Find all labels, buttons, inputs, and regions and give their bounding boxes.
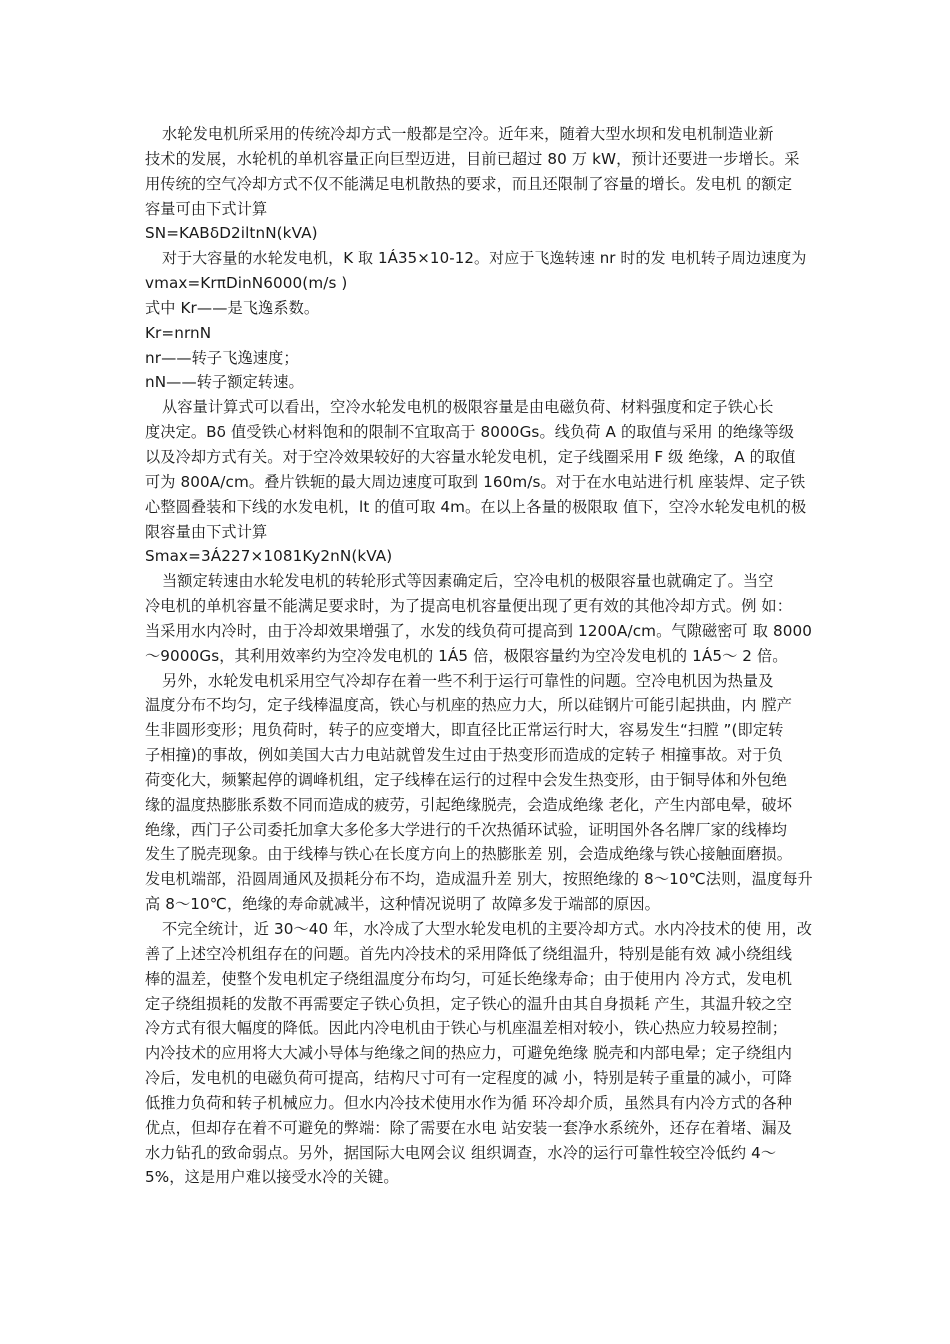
text-line: SN=KABδD2iltnN(kVA) <box>145 224 318 243</box>
paragraph-first-line: 对于大容量的水轮发电机，K 取 1Á35×10-12。对应于飞逸转速 nr 时的发 电机转子周边速度为 <box>162 249 807 268</box>
text-line: 冷电机的单机容量不能满足要求时，为了提高电机容量便出现了更有效的其他冷却方式。例 如： <box>145 597 793 616</box>
text-line: 可为 800A/cm。叠片铁轭的最大周边速度可取到 160m/s。对于在水电站进行机 座装焊、定子铁 <box>145 472 806 491</box>
text-line: 冷方式有很大幅度的降低。因此内冷电机由于铁心与机座温差相对较小，铁心热应力较易控制； <box>145 1019 788 1038</box>
text-line: 以及冷却方式有关。对于空冷效果较好的大容量水轮发电机，定子线圈采用 F 级 绝缘，A 的取值 <box>145 447 796 466</box>
text-line: 5%，这是用户难以接受水冷的关键。 <box>145 1168 399 1187</box>
text-line: 度决定。Bδ 值受铁心材料饱和的限制不宜取高于 8000Gs。线负荷 A 的取值与采用 的绝缘等级 <box>145 423 795 442</box>
text-line: 子相撞)的事故，例如美国大古力电站就曾发生过由于热变形而造成的定转子 相撞事故。对于负 <box>145 746 783 765</box>
text-line: 棒的温差，使整个发电机定子绕组温度分布均匀，可延长绝缘寿命；由于使用内 冷方式，发电机 <box>145 969 793 988</box>
text-line: 发电机端部，沿圆周通风及损耗分布不均，造成温升差 别大，按照绝缘的 8～10℃法则，温度每升 <box>145 870 813 889</box>
text-line: Smax=3Á227×1081Ky2nN(kVA) <box>145 547 393 566</box>
text-line: 优点，但却存在着不可避免的弊端：除了需要在水电 站安装一套净水系统外，还存在着堵、漏及 <box>145 1118 793 1137</box>
text-line: 水力钻孔的致命弱点。另外，据国际大电网会议 组织调查，水冷的运行可靠性较空冷低约 4～ <box>145 1143 777 1162</box>
text-line: 高 8～10℃，绝缘的寿命就减半，这种情况说明了 故障多发于端部的原因。 <box>145 895 660 914</box>
paragraph-first-line: 另外，水轮发电机采用空气冷却存在着一些不利于运行可靠性的问题。空冷电机因为热量及 <box>162 671 774 690</box>
text-line: 用传统的空气冷却方式不仅不能满足电机散热的要求，而且还限制了容量的增长。发电机 的额定 <box>145 174 793 193</box>
text-line: 容量可由下式计算 <box>145 199 268 218</box>
text-line: 限容量由下式计算 <box>145 522 268 541</box>
paragraph-first-line: 从容量计算式可以看出，空冷水轮发电机的极限容量是由电磁负荷、材料强度和定子铁心长 <box>162 398 774 417</box>
document-body <box>145 122 813 1190</box>
text-line: 缘的温度热膨胀系数不同而造成的疲劳，引起绝缘脱壳，会造成绝缘 老化，产生内部电晕，破坏 <box>145 795 793 814</box>
text-line: ～9000Gs，其利用效率约为空冷发电机的 1Á5 倍，极限容量约为空冷发电机的 1Á5～ 2 倍。 <box>145 646 788 665</box>
text-line: nN——转子额定转速。 <box>145 373 304 392</box>
text-line: 生非圆形变形；甩负荷时，转子的应变增大，即直径比正常运行时大，容易发生“扫膛 ”(即定转 <box>145 721 784 740</box>
text-line: 式中 Kr——是飞逸系数。 <box>145 298 320 317</box>
text-line: 心整圆叠装和下线的水发电机，lt 的值可取 4m。在以上各量的极限取 值下，空冷水轮发电机的极 <box>145 497 807 516</box>
text-line: 温度分布不均匀，定子线棒温度高，铁心与机座的热应力大，所以硅钢片可能引起拱曲，内 膛产 <box>145 696 793 715</box>
paragraph-first-line: 不完全统计，近 30～40 年，水冷成了大型水轮发电机的主要冷却方式。水内冷技术的使 用，改 <box>162 920 813 938</box>
text-line: vmax=KrπDinN6000(m/s ) <box>145 274 348 293</box>
paragraph-first-line: 水轮发电机所采用的传统冷却方式一般都是空冷。近年来，随着大型水坝和发电机制造业新 <box>162 125 774 143</box>
text-line: 内冷技术的应用将大大减小导体与绝缘之间的热应力，可避免绝缘 脱壳和内部电晕；定子绕组内 <box>145 1044 793 1063</box>
paragraph-first-line: 当额定转速由水轮发电机的转轮形式等因素确定后，空冷电机的极限容量也就确定了。当空 <box>162 572 774 591</box>
text-line: 善了上述空冷机组存在的问题。首先内冷技术的采用降低了绕组温升，特别是能有效 减小绕组线 <box>145 944 793 963</box>
text-line: 荷变化大，频繁起停的调峰机组，定子线棒在运行的过程中会发生热变形，由于铜导体和外包绝 <box>145 770 788 789</box>
text-line: 技术的发展，水轮机的单机容量正向巨型迈进，目前已超过 80 万 kW，预计还要进一步增长。采 <box>145 149 800 168</box>
text-line: 发生了脱壳现象。由于线棒与铁心在长度方向上的热膨胀差 别，会造成绝缘与铁心接触面磨损。 <box>145 845 793 864</box>
document-text <box>145 122 813 1190</box>
text-line: nr——转子飞逸速度； <box>145 348 299 367</box>
text-line: 低推力负荷和转子机械应力。但水内冷技术使用水作为循 环冷却介质，虽然具有内冷方式的各种 <box>145 1093 793 1112</box>
text-line: 冷后，发电机的电磁负荷可提高，结构尺寸可有一定程度的减 小，特别是转子重量的减小，可降 <box>145 1069 793 1088</box>
text-line: Kr=nrnN <box>145 323 212 342</box>
text-line: 当采用水内冷时，由于冷却效果增强了，水发的线负荷可提高到 1200A/cm。气隙磁密可 取 8000 <box>145 621 812 640</box>
text-line: 定子绕组损耗的发散不再需要定子铁心负担，定子铁心的温升由其自身损耗 产生，其温升较之空 <box>145 994 793 1013</box>
text-line: 绝缘，西门子公司委托加拿大多伦多大学进行的千次热循环试验，证明国外各名牌厂家的线棒均 <box>145 820 788 839</box>
